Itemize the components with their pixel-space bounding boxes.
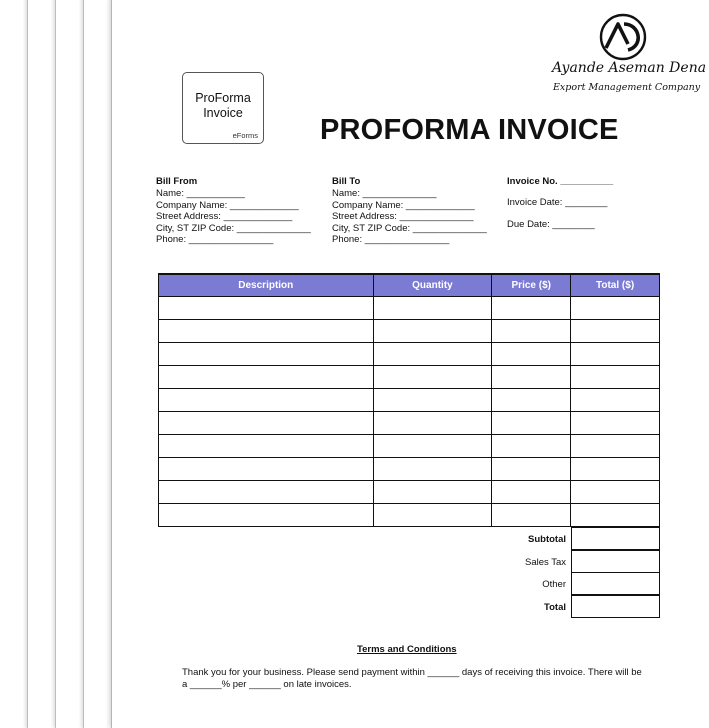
subtotal-label: Subtotal xyxy=(528,534,566,545)
price-cell[interactable] xyxy=(492,320,571,343)
total-cell[interactable] xyxy=(571,389,660,412)
table-row xyxy=(159,366,660,389)
total-label: Total xyxy=(544,601,566,613)
description-cell[interactable] xyxy=(159,297,374,320)
quantity-cell[interactable] xyxy=(373,504,492,527)
total-cell[interactable] xyxy=(571,412,660,435)
table-header-row xyxy=(159,274,660,297)
subtotal-row xyxy=(489,527,660,550)
other-label: Other xyxy=(542,579,566,590)
quantity-cell[interactable] xyxy=(373,412,492,435)
proforma-logo xyxy=(182,72,264,144)
bill-to-name[interactable]: Name: ______________ xyxy=(332,188,437,200)
quantity-cell[interactable] xyxy=(373,297,492,320)
terms-text: Thank you for your business. Please send payment within ______ days of receiving this invoice. There will be a ______% per ______ on late invoices. xyxy=(182,667,642,690)
other-field[interactable] xyxy=(571,572,660,595)
table-row xyxy=(159,320,660,343)
brand-logo-icon xyxy=(598,12,648,62)
logo-subtitle: eForms xyxy=(232,131,258,140)
header-price: Price ($) xyxy=(492,274,571,297)
price-cell[interactable] xyxy=(492,343,571,366)
sales-tax-field[interactable] xyxy=(571,550,660,573)
subtotal-field[interactable] xyxy=(571,527,660,550)
total-cell[interactable] xyxy=(571,366,660,389)
bill-from-name[interactable]: Name: ___________ xyxy=(156,188,245,200)
total-cell[interactable] xyxy=(571,504,660,527)
due-date[interactable]: Due Date: ________ xyxy=(507,218,595,230)
quantity-cell[interactable] xyxy=(373,481,492,504)
line-items-table xyxy=(158,273,660,527)
table-row xyxy=(159,481,660,504)
page-title: PROFORMA INVOICE xyxy=(320,114,619,146)
header-description: Description xyxy=(159,274,374,297)
table-row xyxy=(159,435,660,458)
table-row xyxy=(159,297,660,320)
total-cell[interactable] xyxy=(571,458,660,481)
quantity-cell[interactable] xyxy=(373,320,492,343)
total-cell[interactable] xyxy=(571,435,660,458)
totals-section xyxy=(489,527,660,617)
bill-from-company[interactable]: Company Name: _____________ xyxy=(156,199,299,211)
total-cell[interactable] xyxy=(571,297,660,320)
bill-to-city[interactable]: City, ST ZIP Code: ______________ xyxy=(332,222,487,234)
table-row xyxy=(159,412,660,435)
total-field[interactable] xyxy=(571,595,660,618)
header-total: Total ($) xyxy=(571,274,660,297)
bill-from-phone[interactable]: Phone: ________________ xyxy=(156,234,274,246)
bill-to-section xyxy=(332,176,487,245)
quantity-cell[interactable] xyxy=(373,435,492,458)
bill-to-street[interactable]: Street Address: ______________ xyxy=(332,211,474,223)
brand-tagline: Export Management Company xyxy=(553,82,701,93)
other-row xyxy=(489,572,660,595)
price-cell[interactable] xyxy=(492,504,571,527)
quantity-cell[interactable] xyxy=(373,389,492,412)
price-cell[interactable] xyxy=(492,458,571,481)
quantity-cell[interactable] xyxy=(373,366,492,389)
logo-title: ProForma Invoice xyxy=(195,91,251,120)
quantity-cell[interactable] xyxy=(373,458,492,481)
table-row xyxy=(159,343,660,366)
table-row xyxy=(159,389,660,412)
sales-tax-label: Sales Tax xyxy=(524,556,566,568)
description-cell[interactable] xyxy=(159,481,374,504)
price-cell[interactable] xyxy=(492,366,571,389)
quantity-cell[interactable] xyxy=(373,343,492,366)
price-cell[interactable] xyxy=(492,297,571,320)
invoice-date[interactable]: Invoice Date: ________ xyxy=(507,197,608,209)
header-quantity: Quantity xyxy=(373,274,492,297)
bill-to-company[interactable]: Company Name: _____________ xyxy=(332,199,475,211)
description-cell[interactable] xyxy=(159,458,374,481)
price-cell[interactable] xyxy=(492,389,571,412)
description-cell[interactable] xyxy=(159,504,374,527)
bill-from-section xyxy=(156,176,311,245)
total-cell[interactable] xyxy=(571,320,660,343)
bill-to-phone[interactable]: Phone: ________________ xyxy=(332,234,450,246)
sales-tax-row xyxy=(489,550,660,573)
brand-name: Ayande Aseman Dena xyxy=(552,60,707,76)
description-cell[interactable] xyxy=(159,366,374,389)
table-row xyxy=(159,504,660,527)
invoice-info-section xyxy=(507,176,613,240)
invoice-number[interactable]: Invoice No. __________ xyxy=(507,176,614,187)
bill-from-city[interactable]: City, ST ZIP Code: ______________ xyxy=(156,222,311,234)
total-cell[interactable] xyxy=(571,343,660,366)
description-cell[interactable] xyxy=(159,412,374,435)
bill-to-heading: Bill To xyxy=(332,176,361,187)
price-cell[interactable] xyxy=(492,435,571,458)
terms-title: Terms and Conditions xyxy=(357,644,457,655)
price-cell[interactable] xyxy=(492,481,571,504)
table-row xyxy=(159,458,660,481)
total-cell[interactable] xyxy=(571,481,660,504)
description-cell[interactable] xyxy=(159,435,374,458)
total-row xyxy=(489,595,660,618)
bill-from-street[interactable]: Street Address: _____________ xyxy=(156,211,293,223)
description-cell[interactable] xyxy=(159,389,374,412)
price-cell[interactable] xyxy=(492,412,571,435)
description-cell[interactable] xyxy=(159,320,374,343)
bill-from-heading: Bill From xyxy=(156,176,198,187)
description-cell[interactable] xyxy=(159,343,374,366)
